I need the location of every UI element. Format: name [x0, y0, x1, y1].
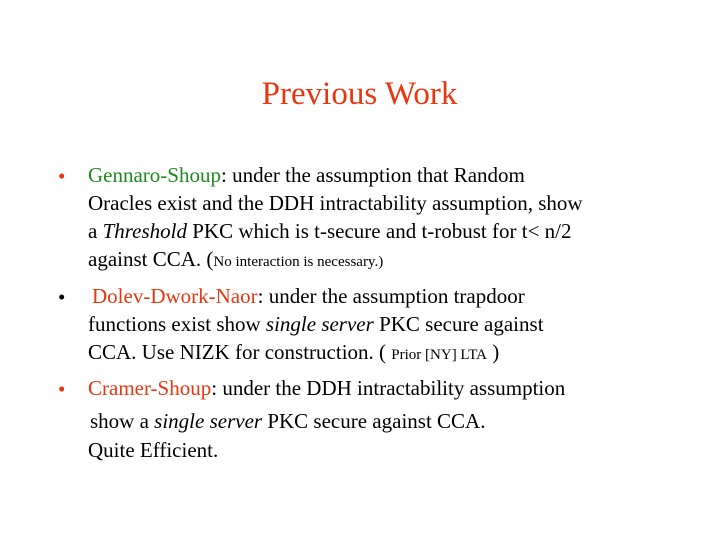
author-cramer-shoup: Cramer-Shoup: [88, 376, 212, 400]
bullet-text: : under the DDH intractability assumption: [211, 376, 566, 400]
bullet-text: PKC secure against CCA.: [262, 409, 486, 433]
bullet-text: show a: [90, 409, 155, 433]
bullet-text: : under the assumption trapdoor: [257, 284, 525, 308]
bullet-line: Quite Efficient.: [88, 438, 219, 462]
bullet-line: [88, 218, 572, 244]
bullet-text: ): [487, 340, 500, 364]
author-gennaro-shoup: Gennaro-Shoup: [88, 163, 221, 187]
slide-title: Previous Work: [261, 76, 458, 112]
note-small: Prior [NY] LTA: [391, 347, 488, 363]
bullet-text: CCA. Use NIZK for construction. (: [88, 340, 392, 364]
bullet-marker: •: [58, 377, 66, 401]
bullet-line: [88, 246, 383, 275]
bullet-text: PKC secure against: [373, 312, 544, 336]
bullet-marker: •: [58, 285, 66, 309]
bullet-text: a: [88, 219, 103, 243]
bullet-text: functions exist show: [88, 312, 266, 336]
author-dolev-dwork-naor: Dolev-Dwork-Naor: [92, 284, 258, 308]
emphasis-single-server: single server: [265, 312, 374, 336]
bullet-marker: •: [58, 164, 66, 188]
emphasis-single-server: single server: [154, 409, 263, 433]
bullet-line: [88, 375, 565, 401]
bullet-line: [90, 408, 485, 434]
bullet-line: Oracles exist and the DDH intractability assumption, show: [88, 191, 583, 215]
bullet-line: [88, 311, 544, 337]
emphasis-threshold: Threshold: [102, 219, 187, 243]
bullet-text: against CCA. (: [88, 247, 214, 271]
bullet-text: PKC which is t-secure and t-robust for t< n/2: [186, 219, 572, 243]
bullet-line: [88, 339, 499, 368]
note-small: No interaction is necessary.): [213, 254, 384, 270]
bullet-text: : under the assumption that Random: [220, 163, 525, 187]
bullet-line: [92, 283, 525, 309]
bullet-line: [88, 162, 525, 188]
